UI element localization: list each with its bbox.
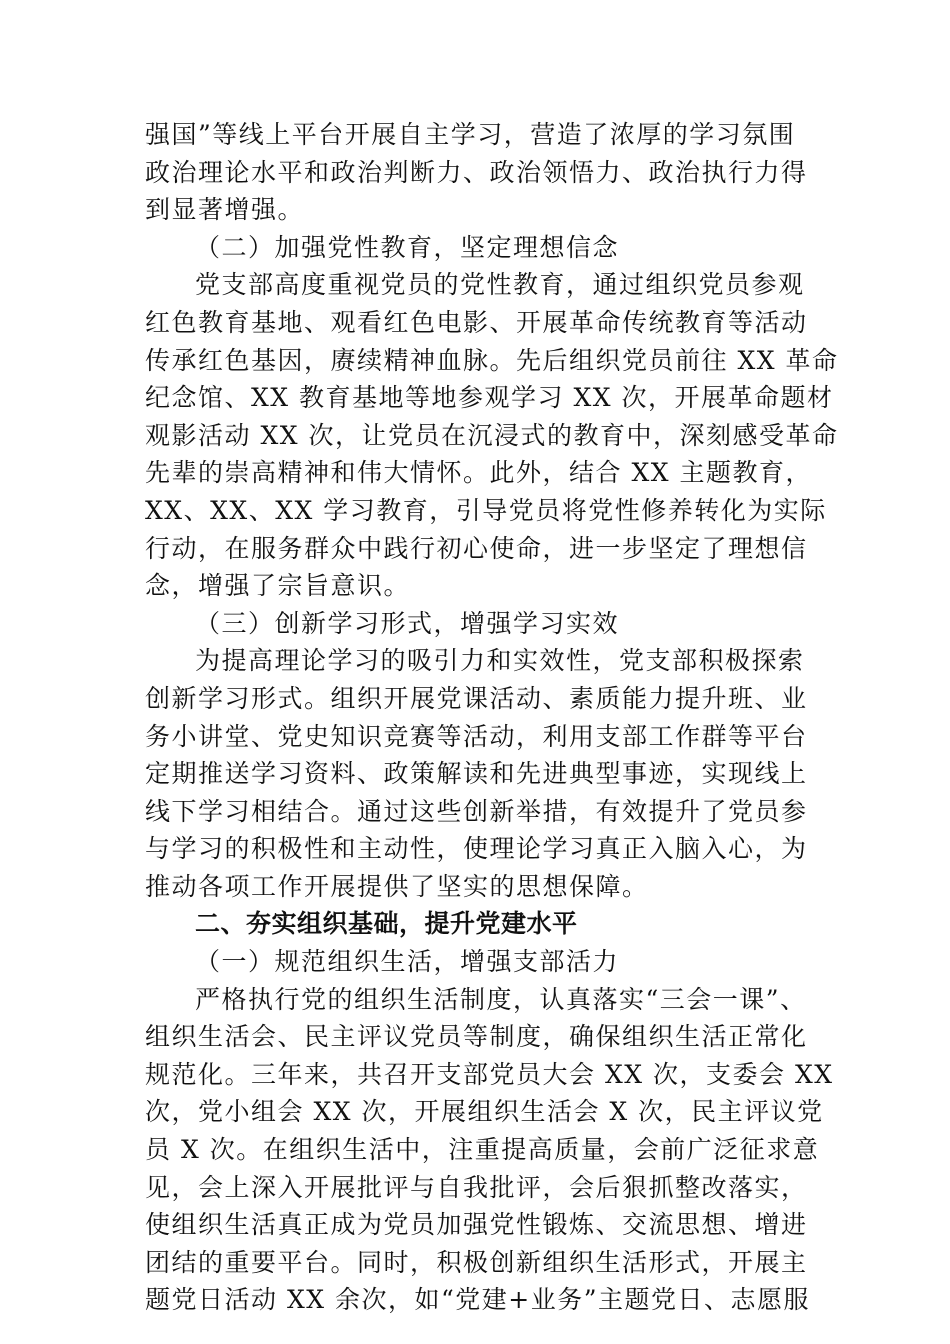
paragraph-line: 线下学习相结合。通过这些创新举措，有效提升了党员参 <box>145 796 808 826</box>
paragraph-line: 使组织生活真正成为党员加强党性锻炼、交流思想、增进 <box>145 1210 808 1240</box>
paragraph-line: 政治理论水平和政治判断力、政治领悟力、政治执行力得 <box>145 157 808 187</box>
paragraph-line: XX、XX、XX 学习教育，引导党员将党性修养转化为实际 <box>145 495 827 525</box>
paragraph-line: 创新学习形式。组织开展党课活动、素质能力提升班、业 <box>145 683 808 713</box>
subsection-heading: （二）加强党性教育，坚定理想信念 <box>195 232 620 262</box>
paragraph-line: 见，会上深入开展批评与自我批评，会后狠抓整改落实， <box>145 1172 808 1202</box>
paragraph-line: 与学习的积极性和主动性，使理论学习真正入脑入心，为 <box>145 834 808 864</box>
subsection-heading: （一）规范组织生活，增强支部活力 <box>195 947 620 977</box>
paragraph-line: 纪念馆、XX 教育基地等地参观学习 XX 次，开展革命题材 <box>145 383 834 413</box>
document-body <box>145 116 839 1319</box>
subsection-heading: （三）创新学习形式，增强学习实效 <box>195 608 620 638</box>
paragraph-line: 强国”等线上平台开展自主学习，营造了浓厚的学习氛围 <box>145 120 796 149</box>
paragraph-line: 员 X 次。在组织生活中，注重提高质量，会前广泛征求意 <box>145 1135 820 1165</box>
paragraph-line: 定期推送学习资料、政策解读和先进典型事迹，实现线上 <box>145 759 808 789</box>
paragraph-line: 行动，在服务群众中践行初心使命，进一步坚定了理想信 <box>145 533 808 563</box>
paragraph-line: 次，党小组会 XX 次，开展组织生活会 X 次，民主评议党 <box>145 1097 824 1127</box>
paragraph-line: 传承红色基因，赓续精神血脉。先后组织党员前往 XX 革命 <box>145 345 839 375</box>
paragraph-line: 红色教育基地、观看红色电影、开展革命传统教育等活动 <box>145 307 808 337</box>
paragraph-line: 先辈的崇高精神和伟大情怀。此外，结合 XX 主题教育， <box>145 458 812 488</box>
paragraph-line: 严格执行党的组织生活制度，认真落实“三会一课”、 <box>195 984 807 1014</box>
paragraph-line: 规范化。三年来，共召开支部党员大会 XX 次，支委会 XX <box>145 1059 834 1089</box>
paragraph-line: 题党日活动 XX 余次，如“党建+业务”主题党日、志愿服 <box>145 1285 810 1315</box>
section-heading: 二、夯实组织基础，提升党建水平 <box>195 909 578 939</box>
paragraph-line: 党支部高度重视党员的党性教育，通过组织党员参观 <box>195 270 805 300</box>
paragraph-line: 组织生活会、民主评议党员等制度，确保组织生活正常化 <box>145 1022 808 1052</box>
paragraph-line: 念，增强了宗旨意识。 <box>145 571 411 601</box>
paragraph-line: 为提高理论学习的吸引力和实效性，党支部积极探索 <box>195 646 805 676</box>
paragraph-line: 到显著增强。 <box>145 195 305 225</box>
paragraph-line: 务小讲堂、党史知识竞赛等活动，利用支部工作群等平台 <box>145 721 808 751</box>
paragraph-line: 团结的重要平台。同时，积极创新组织生活形式，开展主 <box>145 1247 808 1277</box>
paragraph-line: 推动各项工作开展提供了坚实的思想保障。 <box>145 871 649 901</box>
paragraph-line: 观影活动 XX 次，让党员在沉浸式的教育中，深刻感受革命 <box>145 420 839 450</box>
